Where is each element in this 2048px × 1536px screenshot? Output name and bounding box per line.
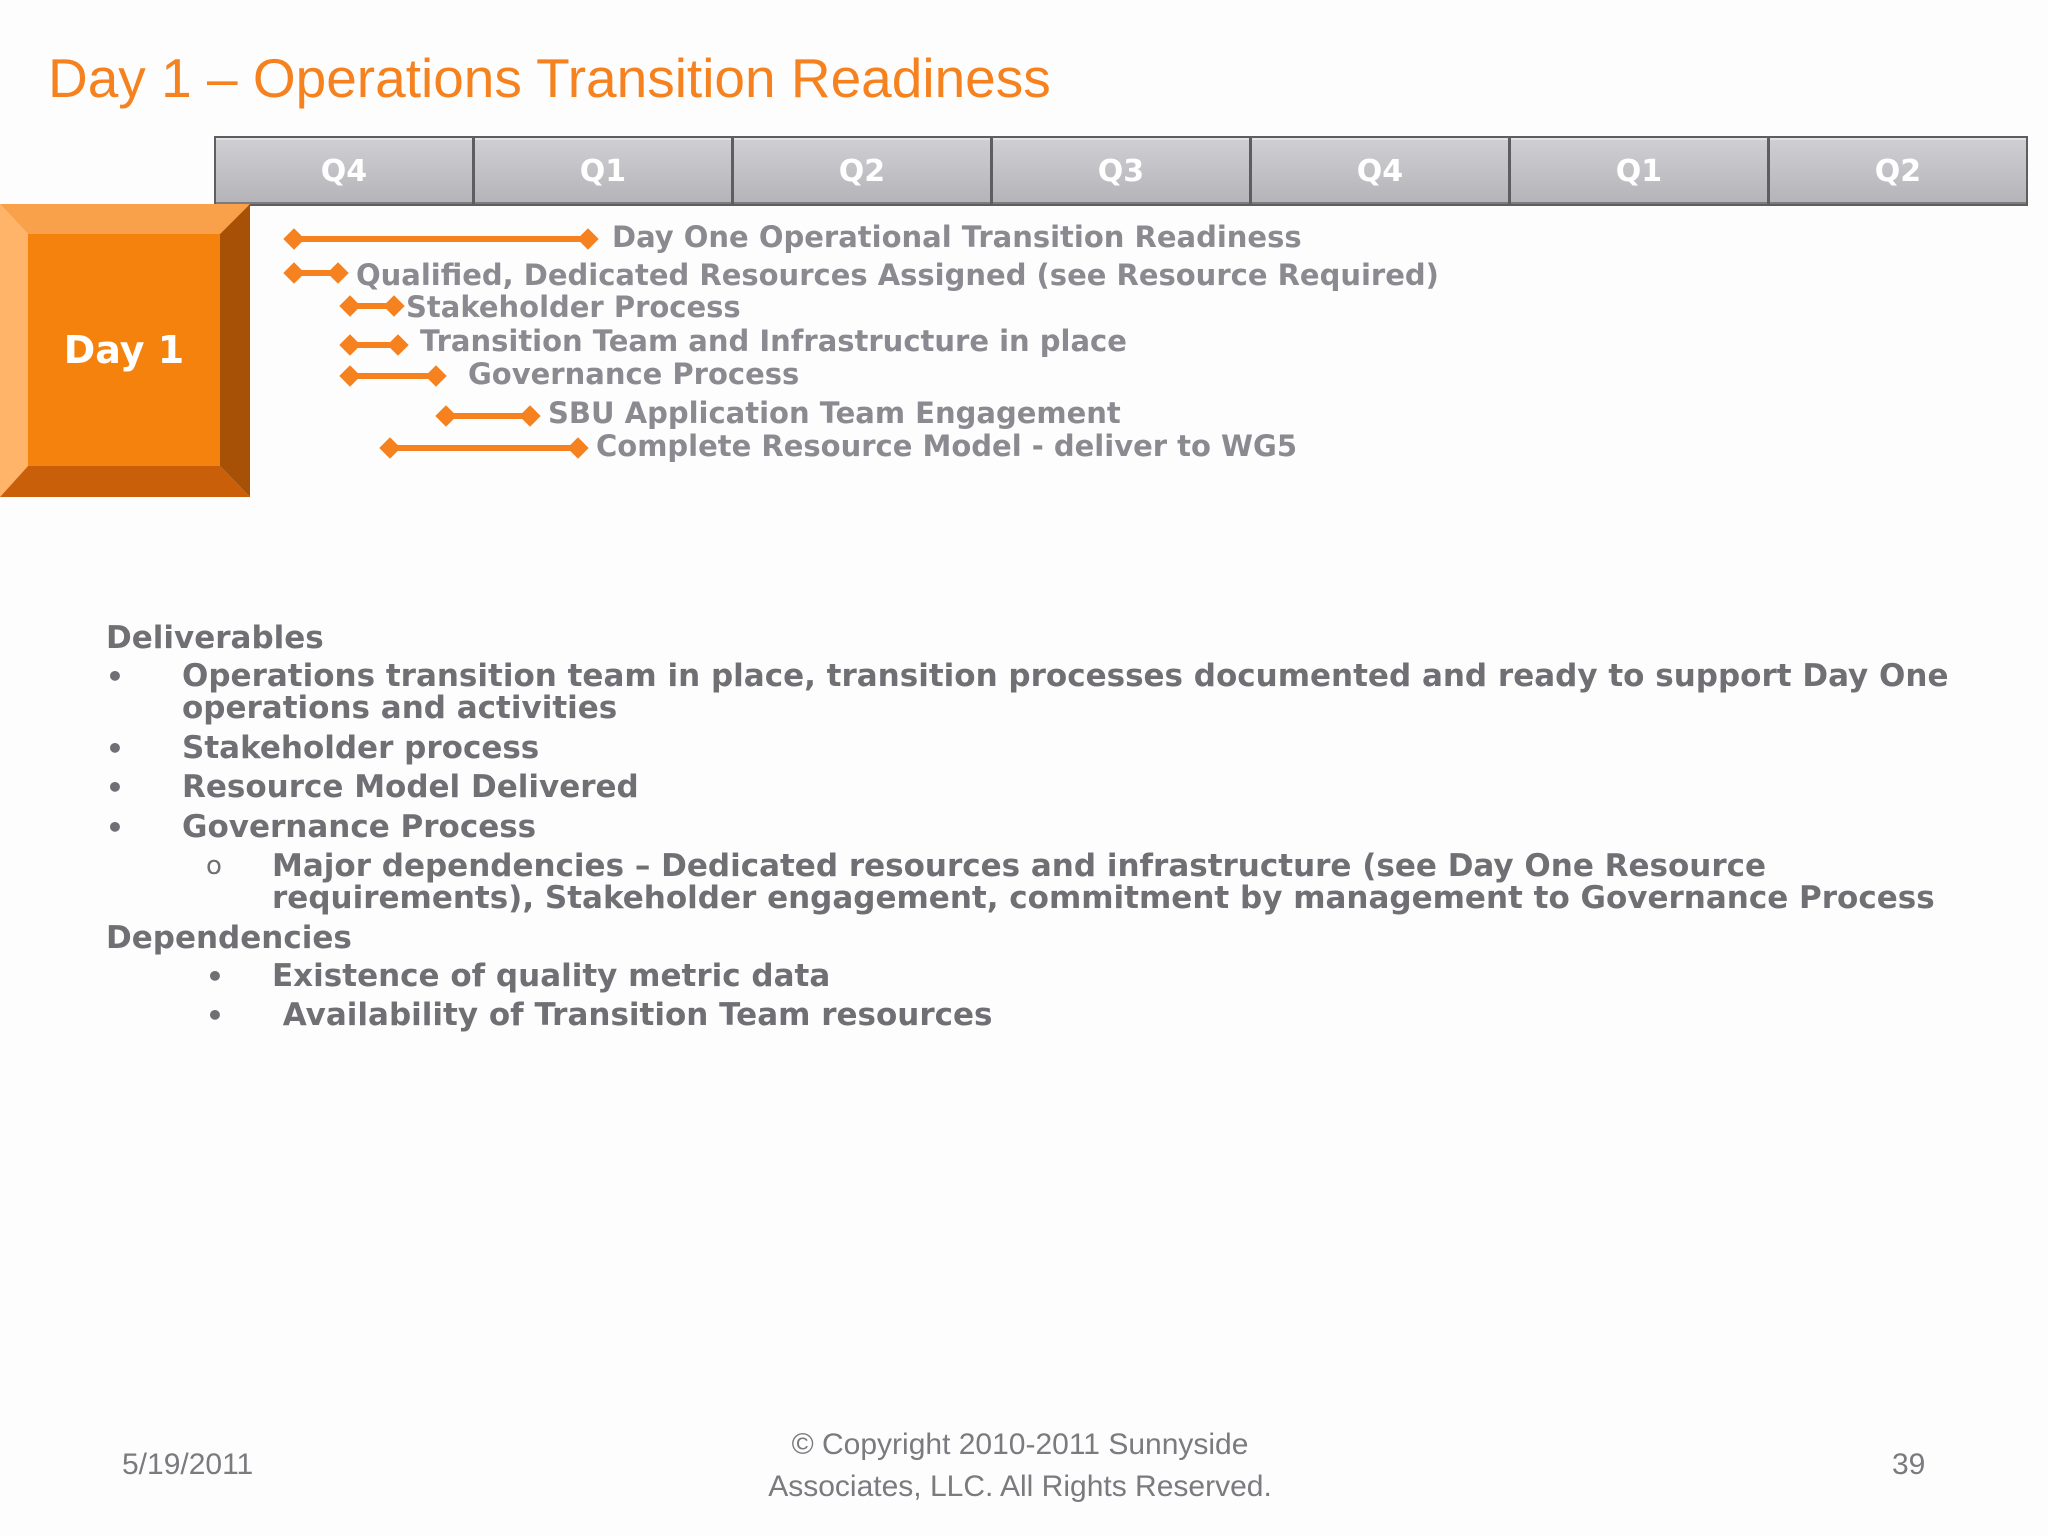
gantt-bar-7 — [380, 438, 588, 458]
bullet-icon: • — [206, 960, 224, 993]
deliverable-text: Resource Model Delivered — [182, 769, 639, 805]
dependency-text: Existence of quality metric data — [272, 958, 831, 994]
task-label: Stakeholder Process — [406, 290, 741, 324]
task-label: Transition Team and Infrastructure in place — [420, 324, 1127, 358]
copyright-line: Associates, LLC. All Rights Reserved. — [768, 1470, 1272, 1503]
sub-item-text-line2: requirements), Stakeholder engagement, commitment by management to Governance Process — [272, 880, 1935, 916]
day-one-label: Day 1 — [63, 328, 185, 372]
quarter-cell: Q1 — [1511, 138, 1767, 204]
bullet-icon: • — [106, 771, 124, 804]
gantt-bar-4 — [340, 335, 408, 355]
task-label: Governance Process — [468, 357, 800, 391]
footer-date: 5/19/2011 — [122, 1448, 254, 1481]
deliverable-text-line2: operations and activities — [182, 690, 618, 726]
bullet-icon: • — [106, 732, 124, 765]
deliverable-text: Governance Process — [182, 809, 537, 845]
quarter-cell: Q2 — [734, 138, 990, 204]
deliverables-heading: Deliverables — [106, 620, 324, 656]
quarter-cell: Q3 — [993, 138, 1249, 204]
quarter-cell: Q4 — [216, 138, 472, 204]
quarter-cell: Q1 — [475, 138, 731, 204]
page-title: Day 1 – Operations Transition Readiness — [48, 47, 1051, 109]
bullet-icon: • — [206, 999, 224, 1032]
bullet-icon: • — [106, 660, 124, 693]
task-label: Complete Resource Model - deliver to WG5 — [596, 429, 1298, 463]
gantt-bar-6 — [436, 406, 540, 426]
sub-item-text-line1: Major dependencies – Dedicated resources and infrastructure (see Day One Resource — [272, 848, 1767, 884]
sub-bullet-icon: o — [206, 851, 222, 881]
gantt-bar-1 — [284, 229, 598, 249]
gantt-bar-3 — [340, 296, 404, 316]
task-label: SBU Application Team Engagement — [548, 396, 1121, 430]
copyright-line: © Copyright 2010-2011 Sunnyside — [791, 1428, 1249, 1461]
footer-copyright — [700, 1424, 1340, 1508]
page-number: 39 — [1892, 1448, 1926, 1481]
task-label: Day One Operational Transition Readiness — [612, 220, 1302, 254]
deliverable-text: Stakeholder process — [182, 730, 540, 766]
bullet-icon: • — [106, 811, 124, 844]
quarter-cell: Q4 — [1252, 138, 1508, 204]
deliverable-text-line1: Operations transition team in place, transition processes documented and ready to support Day One — [182, 658, 1949, 694]
quarter-cell: Q2 — [1770, 138, 2026, 204]
task-label: Qualified, Dedicated Resources Assigned (see Resource Required) — [356, 258, 1439, 292]
gantt-bar-2 — [284, 263, 348, 283]
dependencies-heading: Dependencies — [106, 920, 352, 956]
dependency-text: Availability of Transition Team resources — [272, 997, 993, 1033]
gantt-bar-5 — [340, 366, 446, 386]
